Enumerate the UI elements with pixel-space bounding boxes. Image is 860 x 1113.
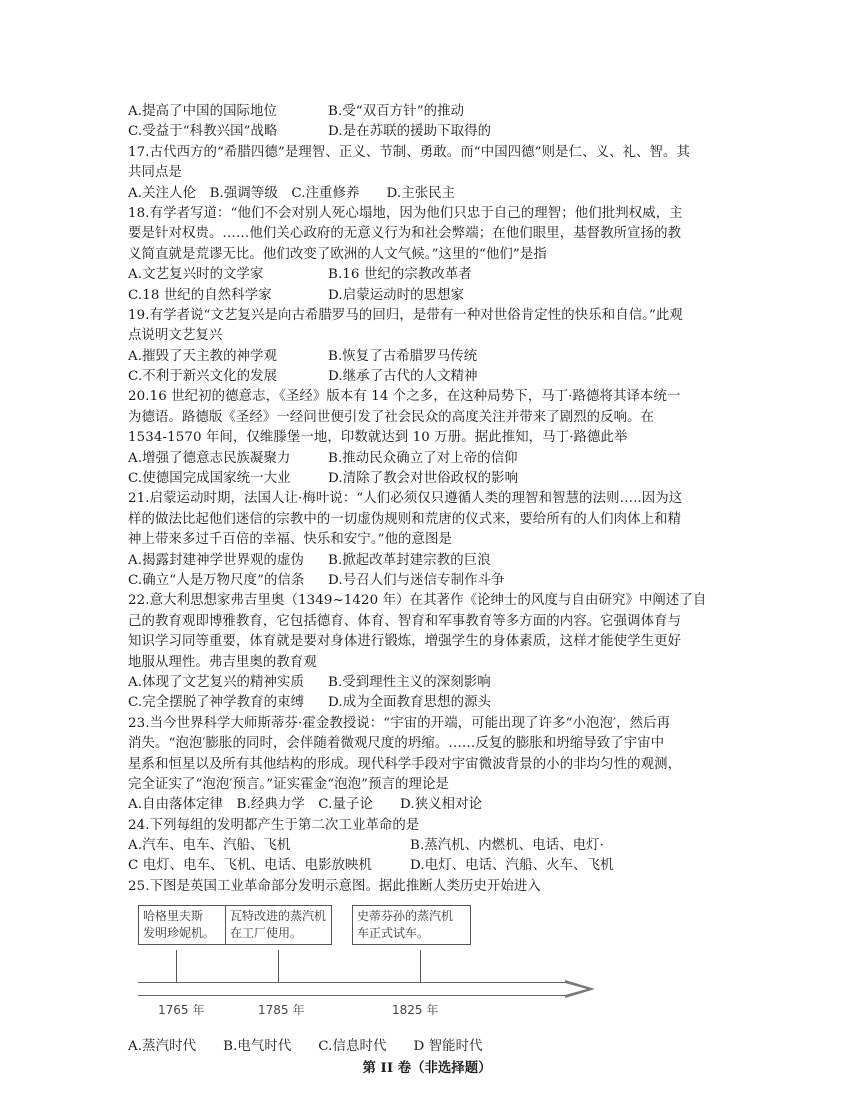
q25-options: A.蒸汽时代 B.电气时代 C.信息时代 D 智能时代 xyxy=(128,1039,483,1055)
option-right: D.是在苏联的援助下取得的 xyxy=(328,124,492,140)
text-line: 19.有学者说“文艺复兴是向古希腊罗马的回归，是带有一种对世俗肯定性的快乐和自信。”此观 xyxy=(128,307,683,323)
text-line: 完全证实了“泡泡′预言。”证实霍金“泡泡”预言的理论是 xyxy=(128,776,450,792)
option-left: C.使德国完成国家统一大业 xyxy=(128,471,291,487)
option-row xyxy=(128,367,738,387)
option-right: B.恢复了古希腊罗马传统 xyxy=(328,348,478,364)
text-line: 23.当今世界科学大师斯蒂芬·霍金教授说：“宇宙的开端，可能出现了许多“小泡泡′，然后再 xyxy=(128,715,671,731)
option-row xyxy=(128,265,738,285)
text-line: 己的教育观即博雅教育，它包括德育、体育、智育和军事教育等多方面的内容。它强调体育与 xyxy=(128,613,682,629)
text-line: 星系和恒星以及所有其他结构的形成。现代科学手段对宇宙微波背景的小的非均匀性的观测， xyxy=(128,756,682,772)
option-row xyxy=(128,449,738,469)
option-left: A.体现了文艺复兴的精神实质 xyxy=(128,674,305,690)
option-right: D.继承了古代的人文精神 xyxy=(328,369,478,385)
option-left: A.摧毁了天主教的神学观 xyxy=(128,348,278,364)
option-row xyxy=(128,673,738,693)
text-line: 25.下图是英国工业革命部分发明示意图。据此推断人类历史开始进入 xyxy=(128,878,541,894)
option-left: C.18 世纪的自然科学家 xyxy=(128,287,272,303)
timeline-box-line: 在工厂使用。 xyxy=(230,926,303,941)
option-row xyxy=(128,856,738,876)
option-row xyxy=(128,286,738,306)
timeline-axis-top xyxy=(138,982,566,983)
text-line: 1534-1570 年间，仅维滕堡一地，印数就达到 10 万册。据此推知，马丁·路德此举 xyxy=(128,430,628,446)
option-right: D.号召人们与迷信专制作斗争 xyxy=(328,572,505,588)
timeline-year: 1765 年 xyxy=(158,1003,205,1018)
text-line: 24.下列每组的发明都产生于第二次工业革命的是 xyxy=(128,817,420,833)
option-row xyxy=(128,551,738,571)
text-line: 义简直就是荒谬无比。他们改变了欧洲的人文气候。”这里的“他们”是指 xyxy=(128,246,547,262)
option-right: D.电灯、电话、汽船、火车、飞机 xyxy=(410,858,614,874)
text-line: 共同点是 xyxy=(128,165,182,181)
timeline-box-line: 史蒂芬孙的蒸汽机 xyxy=(357,909,454,924)
timeline-year: 1825 年 xyxy=(392,1003,439,1018)
text-line: 为德语。路德版《圣经》一经问世便引发了社会民众的高度关注并带来了剧烈的反响。在 xyxy=(128,409,655,425)
text-line: 18.有学者写道：“他们不会对别人死心塌地，因为他们只忠于自己的理智；他们批判权威，主 xyxy=(128,205,683,221)
option-right: B.受到理性主义的深刻影响 xyxy=(328,674,491,690)
text-line: 样的做法比起他们迷信的宗教中的一切虚伪规则和荒唐的仪式来，要给所有的人们肉体上和精 xyxy=(128,511,682,527)
text-line: 17.古代西方的“希腊四德”是理智、正义、节制、勇敢。而“中国四德”则是仁、义、礼、智。其 xyxy=(128,144,691,160)
option-left: C.受益于“科教兴国”战略 xyxy=(128,124,278,140)
text-line: 地服从理性。弗吉里奥的教育观 xyxy=(128,654,317,670)
text-line: 消失。“泡泡′膨胀的同时，会伴随着微观尺度的坍缩。……反复的膨胀和坍缩导致了宇宙中 xyxy=(128,736,665,752)
timeline-box-line: 发明珍妮机。 xyxy=(143,926,216,941)
invention-timeline xyxy=(128,905,738,1037)
option-right: B.16 世纪的宗教改革者 xyxy=(328,267,472,283)
timeline-box xyxy=(225,905,332,945)
option-right: B.推动民众确立了对上帝的信仰 xyxy=(328,450,518,466)
option-row xyxy=(128,102,738,122)
option-left: A.文艺复兴时的文学家 xyxy=(128,267,264,283)
text-line: 点说明文艺复兴 xyxy=(128,328,223,344)
option-row xyxy=(128,571,738,591)
timeline-box-line: 哈格里夫斯 xyxy=(143,909,204,924)
option-left: A.揭露封建神学世界观的虚伪 xyxy=(128,552,305,568)
option-left: C.不利于新兴文化的发展 xyxy=(128,369,278,385)
option-left: A.提高了中国的国际地位 xyxy=(128,104,278,119)
timeline-year: 1785 年 xyxy=(258,1003,305,1018)
option-left: C.完全摆脱了神学教育的束缚 xyxy=(128,695,305,711)
text-line: A.自由落体定律 B.经典力学 C.量子论 D.狭义相对论 xyxy=(128,797,483,813)
text-line: 22.意大利思想家弗吉里奥（1349~1420 年）在其著作《论绅士的风度与自由研究》中阐述了自 xyxy=(128,593,707,609)
text-line: A.关注人伦 B.强调等级 C.注重修养 D.主张民主 xyxy=(128,185,456,201)
timeline-tick xyxy=(420,950,421,983)
timeline-box xyxy=(138,905,230,945)
option-right: D.清除了教会对世俗政权的影响 xyxy=(328,471,519,487)
timeline-tick xyxy=(176,950,177,983)
option-right: B.受“双百方针”的推动 xyxy=(328,104,465,119)
timeline-axis-bottom xyxy=(138,995,566,996)
timeline-box-line: 车正式试车。 xyxy=(357,926,430,941)
option-left: A.增强了德意志民族凝聚力 xyxy=(128,450,291,466)
option-left: C.确立“人是万物尺度”的信条 xyxy=(128,572,305,588)
option-right: D.启蒙运动时的思想家 xyxy=(328,287,465,303)
option-right: B.蒸汽机、内燃机、电话、电灯· xyxy=(410,838,605,854)
option-right: B.掀起改革封建宗教的巨浪 xyxy=(328,552,491,568)
timeline-box-line: 瓦特改进的蒸汽机 xyxy=(230,909,327,924)
option-row xyxy=(128,347,738,367)
text-line: 21.启蒙运动时期，法国人让·梅叶说：“人们必须仅只遵循人类的理智和智慧的法则…..因为这 xyxy=(128,491,683,507)
option-row xyxy=(128,693,738,713)
text-line: 要是针对权贵。……他们关心政府的无意义行为和社会弊端；在他们眼里，基督教所宣扬的教 xyxy=(128,226,682,242)
option-row xyxy=(128,469,738,489)
timeline-box xyxy=(352,905,471,945)
option-row xyxy=(128,836,738,856)
timeline-arrow-fill xyxy=(565,983,587,995)
option-left: C 电灯、电车、飞机、电话、电影放映机 xyxy=(128,858,373,874)
timeline-tick xyxy=(278,950,279,983)
option-left: A.汽车、电车、汽船、飞机 xyxy=(128,838,291,854)
text-line: 神上带来多过千百倍的幸福、快乐和安宁。”他的意图是 xyxy=(128,532,453,548)
option-right: D.成为全面教育思想的源头 xyxy=(328,695,492,711)
option-row xyxy=(128,122,738,142)
question-content xyxy=(128,102,738,1078)
text-line: 20.16 世纪初的德意志，《圣经》版本有 14 个之多，在这种局势下，马丁·路德将其译本统一 xyxy=(128,389,681,405)
section-heading: 第 II 卷（非选择题） xyxy=(362,1059,492,1076)
text-line: 知识学习同等重要，体育就是要对身体进行锻炼，增强学生的身体素质，这样才能使学生更好 xyxy=(128,634,682,650)
